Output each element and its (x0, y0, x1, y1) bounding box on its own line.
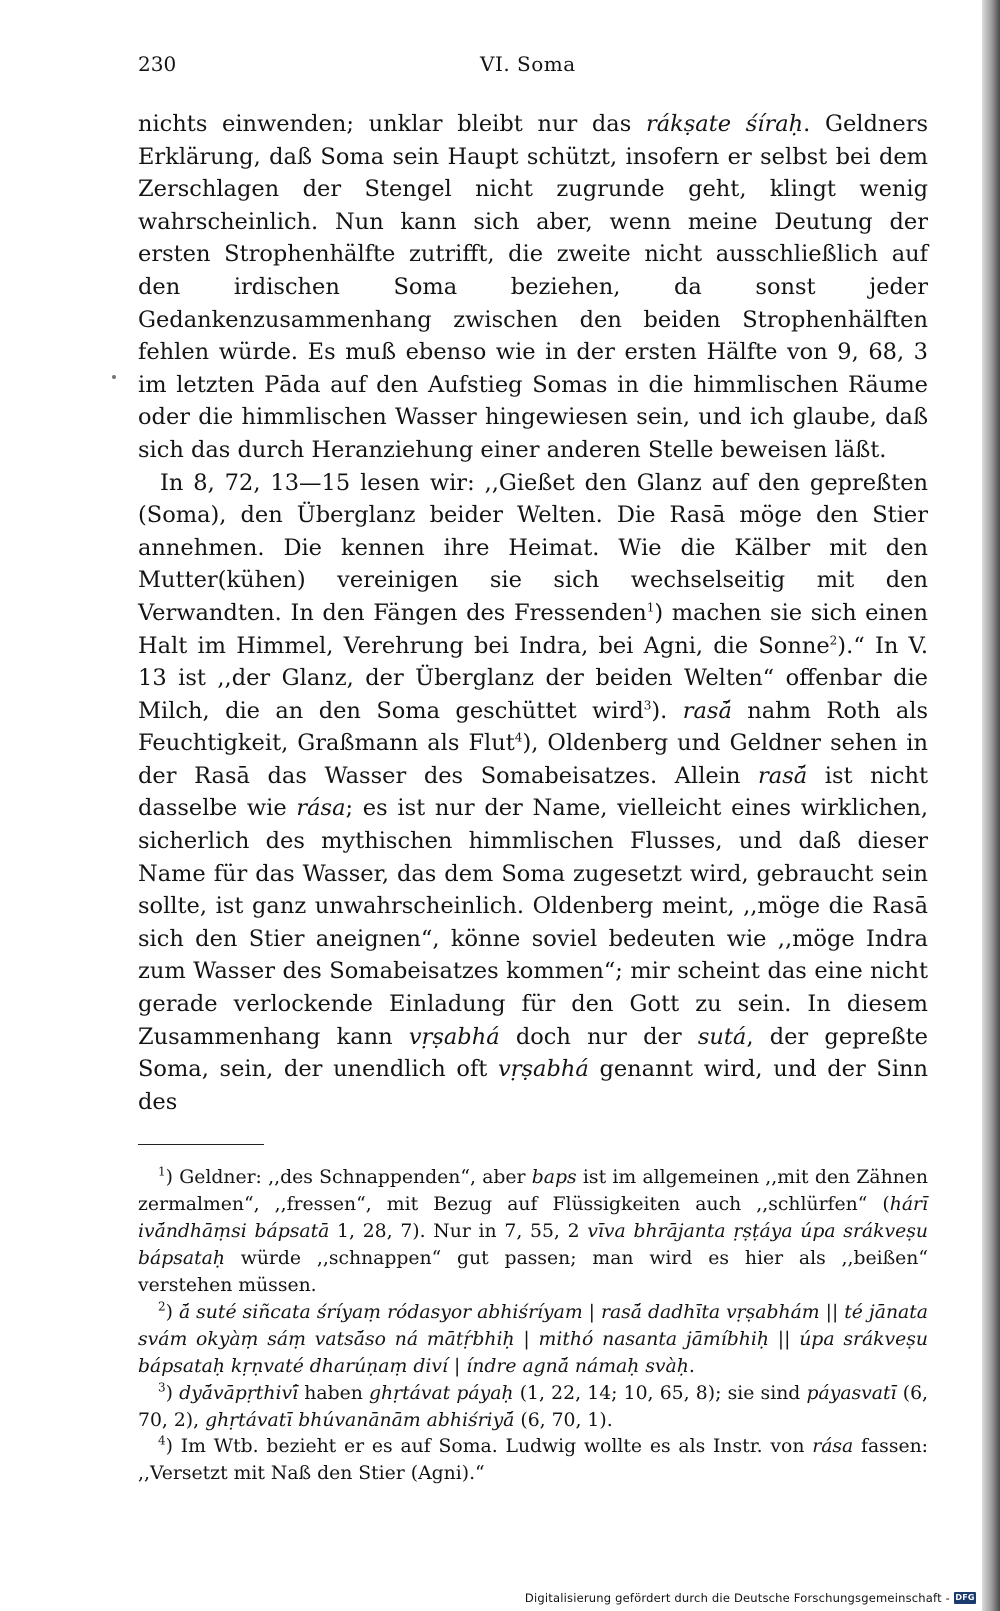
footnotes (138, 1165, 928, 1488)
paragraph-1: nichts einwenden; unklar bleibt nur das rákṣate śíraḥ. Geldners Erklärung, daß Soma sein Haupt schützt, insofern er selbst bei dem Zerschlagen der Stengel nicht zugrunde geht, klingt wenig wahrscheinlich. Nun kann sich aber, wenn meine Deutung der ersten Strophenhälfte zutrifft, die zweite nicht ausschließlich auf den irdischen Soma beziehen, da sonst jeder Gedankenzusammenhang zwischen den beiden Strophenhälften fehlen würde. Es muß ebenso wie in der ersten Hälfte von 9, 68, 3 im letzten Pāda auf den Aufstieg Somas in die himmlischen Räume oder die himmlischen Wasser hingewiesen sein, und ich glaube, daß sich das durch Heranziehung einer anderen Stelle beweisen läßt. (138, 111, 929, 463)
book-page (138, 44, 928, 1488)
credit-text: Digitalisierung gefördert durch die Deutsche Forschungsgemeinschaft - (524, 1591, 950, 1605)
main-text (138, 108, 928, 1118)
page-edge-shadow (982, 0, 1000, 1611)
page-number: 230 (138, 52, 177, 76)
running-title: VI. Soma (480, 52, 576, 76)
digitization-credit (525, 1591, 976, 1605)
dfg-logo: DFG (955, 1593, 975, 1602)
paragraph-2: In 8, 72, 13—15 lesen wir: ,,Gießet den Glanz auf den gepreßten (Soma), den Überglanz beider Welten. Die Rasā möge den Stier annehmen. Die kennen ihre Heimat. Wie die Kälber mit den Mutter(kühen) vereinigen sie sich wechselseitig mit den Verwandten. In den Fängen des Fressenden$^1$) machen sie sich einen Halt im Himmel, Verehrung bei Indra, bei Agni, die Sonne$^2$).“ In V. 13 ist ,,der Glanz, der Überglanz der beiden Welten“ offenbar die Milch, die an den Soma geschüttet wird$^3$). rasā́ nahm Roth als Feuchtigkeit, Graßmann als Flut$^4$), Oldenberg und Geldner sehen in der Rasā das Wasser des Somabeisatzes. Allein rasā́ ist nicht dasselbe wie rása; es ist nur der Name, vielleicht eines wirklichen, sicherlich des mythischen himmlischen Flusses, und daß dieser Name für das Wasser, das dem Soma zugesetzt wird, gebraucht sein sollte, ist ganz unwahrscheinlich. Oldenberg meint, ,,möge die Rasā sich den Stier aneignen“, könne soviel bedeuten wie ,,möge Indra zum Wasser des Somabeisatzes kommen“; mir scheint das eine nicht gerade verlockende Einladung für den Gott zu sein. In diesem Zusammenhang kann vṛṣabhá doch nur der sutá, der gepreßte Soma, sein, der unendlich oft vṛṣabhá genannt wird, und der Sinn des (138, 469, 929, 1115)
footnote-3: $^3$) dyā́vāpṛthivī́ haben ghṛtávat páyaḥ (1, 22, 14; 10, 65, 8); sie sind páyasvatī (6, 70, 2), ghṛtávatī bhúvanānām abhiśriyā́ (6, 70, 1). (138, 1380, 928, 1431)
footnote-2: $^2$) ā́ suté siñcata śríyaṃ ródasyor abhiśríyam | rasā́ dadhīta vṛṣabhám || té jānata svám okyàṃ sáṃ vatsā́so ná mātṛ́bhiḥ | mithó nasanta jāmíbhiḥ || úpa srákveṣu bápsataḥ kṛṇvaté dharúṇaṃ diví | índre agnā́ námaḥ svàḥ. (138, 1299, 928, 1377)
footnote-separator (138, 1144, 264, 1145)
footnote-4: $^4$) Im Wtb. bezieht er es auf Soma. Ludwig wollte es als Instr. von rása fassen: ,,Versetzt mit Naß den Stier (Agni).“ (138, 1434, 928, 1485)
footnote-1: $^1$) Geldner: ,,des Schnappenden“, aber baps ist im allgemeinen ,,mit den Zähnen zermalmen“, ,,fressen“, mit Bezug auf Flüssigkeiten auch ,,schlürfen“ (hárī ivā́ndhāṃsi bápsatā 1, 28, 7). Nur in 7, 55, 2 vīva bhrājanta ṛṣṭáya úpa srákveṣu bápsataḥ würde ,,schnappen“ gut passen; man wird es hier als ,,beißen“ verstehen müssen. (138, 1165, 928, 1297)
margin-mark (112, 375, 116, 379)
running-header (138, 44, 928, 78)
